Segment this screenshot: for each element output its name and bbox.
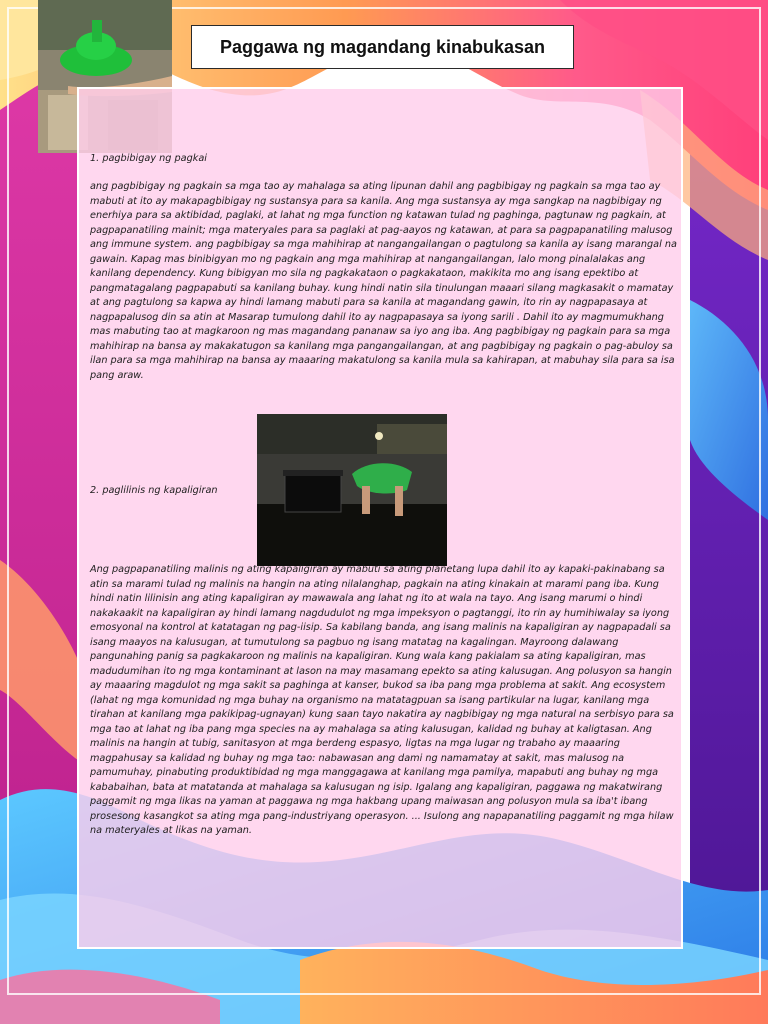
section-body-cleaning: Ang pagpapanatiling malinis ng ating kapaligiran ay mabuti sa ating planetang lupa dahil ito ay kapaki-pakinabang sa atin sa marami tulad ng malinis na hangin na ating nilalanghap, pagkain na ating kinakain at marami pang iba. Kung hindi natin lilinisin ang ating kapaligiran ay mawawala ang lahat ng ito at wala na tayo. Ang isang marumi o hindi nakakaakit na kapaligiran ay hindi lamang nagdudulot ng mga impeksyon o pagtanggi, ito rin ay humihiwalay sa iyong emosyonal na kontrol at katatagan ng pag-iisip. Sa kabilang banda, ang isang malinis na kapaligiran ay nagpapadali sa isang maayos na kalusugan, at tumutulong sa pagbuo ng isang matatag na kagalingan. Mayroong dalawang pangunahing panig sa pagkakaroon ng malinis na kapaligiran. Kung wala kang pakialam sa ating kapaligiran, mas madudumihan ito ng mga kontaminant at lason na may masamang epekto sa ating kalusugan. Ang polusyon sa hangin ay maaaring magdulot ng mga sakit sa paghinga at kanser, bukod sa iba pang mga problema at sakit. Ang ecosystem (lahat ng mga komunidad ng mga buhay na organismo na matatagpuan sa isang partikular na lugar, kanilang mga tirahan at kanilang mga pakikipag-ugnayan) kung saan tayo nakatira ay nagbibigay ng mga natural na serbisyo para sa mga tao at lahat ng iba pang mga species na ay mahalaga sa ating kalusugan, kalidad ng buhay at kaligtasan. Ang malinis na hangin at tubig, sanitasyon at mga berdeng espasyo, ligtas na mga lugar ng trabaho ay maaaring magpahusay sa kalidad ng buhay ng mga tao: nabawasan ang dami ng namamatay at sakit, mas malusog na pamumuhay, pinabuting produktibidad ng mga manggagawa at kanilang mga pamilya, mapabuti ang buhay ng mga kababaihan, bata at matatanda at mahalaga sa kalusugan ng isip. Igalang ang kapaligiran, paggawa ng makatwirang paggamit ng mga likas na yaman at paggawa ng mga hakbang upang maiwasan ang polusyon mula sa iba't ibang prosesong kasangkot sa ating mga pang-industriyang operasyon. ... Isulong ang napapanatiling paggamit ng mga hilaw na materyales at likas na yaman.	[90, 564, 674, 836]
title-box	[191, 25, 574, 69]
page-title: Paggawa ng magandang kinabukasan	[219, 36, 546, 57]
section-heading-cleaning: 2. paglilinis ng kapaligiran	[90, 485, 218, 496]
section-body-food: ang pagbibigay ng pagkain sa mga tao ay mahalaga sa ating lipunan dahil ang pagbibigay ng pagkain sa mga tao ay mabuti at ito ay makapagbibigay ng sustansya para sa kanila. Ang mga sustansya ay mga sangkap na nagbibigay ng enerhiya para sa aktibidad, paglaki, at lahat ng mga function ng katawan tulad ng paghinga, pagtunaw ng pagkain, at pagpapanatiling mainit; mga materyales para sa paglaki at pag-aayos ng katawan, at para sa pagpapanatiling malusog ang immune system. ang pagbibigay sa mga mahihirap at nangangailangan o pagtulong sa kanila ay isang marangal na gawain. Kapag mas binibigyan mo ng pagkain ang mga mahihirap at nangangailangan, lalo mong pinalalakas ang kanilang dependency. Kung bibigyan mo sila ng pagkakataon o pagkakataon, makikita mo ang isang epektibo at pangmatagalang pagpapabuti sa kanilang buhay. kung hindi natin sila tinulungan maaari silang magkasakit o mamatay at ang pagtulong sa kapwa ay hindi lamang mabuti para sa kanila at magandang gawin, ito rin ay nagpapasaya at nagpapalusog din sa atin at Masarap tumulong dahil ito ay nagpapasaya sa iyong sarili . Dahil ito ay magmumukhang mas mabuting tao at magkaroon ng mas magandang pananaw sa iyo ang iba. Ang pagbibigay ng pagkain para sa mga mahihirap na bansa ay makakatugon sa kanilang mga pangangailangan, at ang pagbibigay ng pagkain o pag-abuloy sa ilan para sa mga mahihirap na bansa ay maaaring makatulong sa kanila mula sa kahirapan, at mabuhay sila para sa isa pang araw.	[90, 181, 677, 381]
section-heading-food: 1. pagbibigay ng pagkai	[90, 153, 207, 164]
